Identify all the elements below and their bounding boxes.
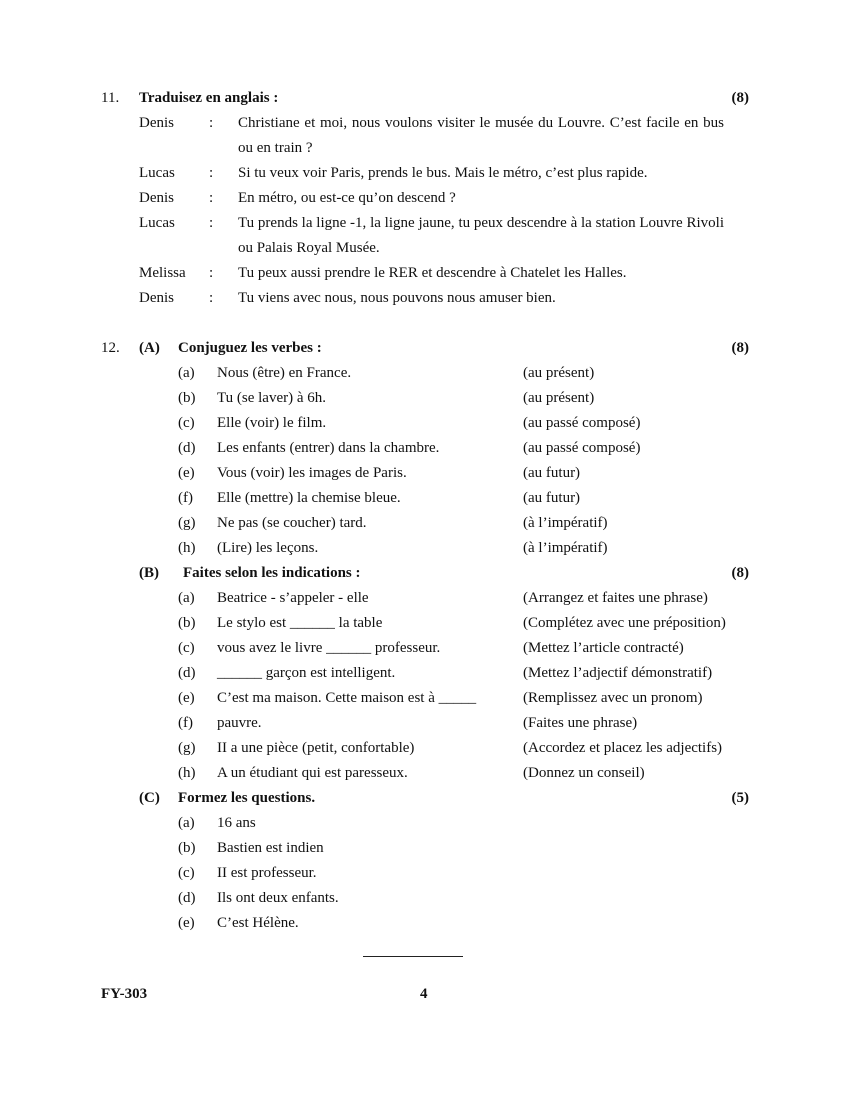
item-text: Nous (être) en France. [217,365,352,381]
item-label: (d) [178,665,196,681]
speaker: Denis [139,290,174,306]
item-label: (b) [178,615,196,631]
q12c-heading: Formez les questions. [178,790,316,806]
speaker: Lucas [139,215,175,231]
item-text: Vous (voir) les images de Paris. [217,465,407,481]
q11-marks: (8) [731,90,749,106]
item-label: (e) [178,915,195,931]
item-text: (Lire) les leçons. [217,540,319,556]
speaker: Denis [139,190,174,206]
item-label: (a) [178,815,195,831]
item-text: Ils ont deux enfants. [217,890,339,906]
item-text: ______ garçon est intelligent. [217,665,396,681]
colon: : [209,115,214,131]
colon: : [209,290,214,306]
page-number: 4 [420,986,428,1002]
item-instruction: (Mettez l’adjectif démonstratif) [523,665,713,681]
dialogue-text: Tu viens avec nous, nous pouvons nous amuser bien. [238,290,556,306]
paper-code: FY-303 [101,986,148,1002]
item-instruction: (au présent) [523,390,595,406]
item-text: Elle (voir) le film. [217,415,327,431]
item-instruction: (Mettez l’article contracté) [523,640,684,656]
q12b-label: (B) [139,565,159,581]
item-text: C’est Hélène. [217,915,299,931]
item-instruction: (à l’impératif) [523,515,608,531]
item-instruction: (Complétez avec une préposition) [523,615,726,631]
speaker: Lucas [139,165,175,181]
item-label: (c) [178,640,195,656]
item-text: A un étudiant qui est paresseux. [217,765,408,781]
item-label: (g) [178,515,196,531]
q12b-heading: Faites selon les indications : [183,565,361,581]
colon: : [209,165,214,181]
colon: : [209,215,214,231]
item-label: (a) [178,365,195,381]
item-label: (g) [178,740,196,756]
item-text: Les enfants (entrer) dans la chambre. [217,440,440,456]
item-instruction: (Faites une phrase) [523,715,638,731]
item-text: II a une pièce (petit, confortable) [217,740,415,756]
section-divider [363,956,463,957]
item-label: (f) [178,490,193,506]
speaker: Melissa [139,265,186,281]
colon: : [209,190,214,206]
dialogue-text: Tu prends la ligne -1, la ligne jaune, tu peux descendre à la station Louvre Rivoli ou Palais Royal Musée. [238,215,724,256]
item-label: (d) [178,440,196,456]
dialogue-text: Si tu veux voir Paris, prends le bus. Mais le métro, c’est plus rapide. [238,165,648,181]
speaker: Denis [139,115,174,131]
item-label: (e) [178,465,195,481]
item-text: Ne pas (se coucher) tard. [217,515,367,531]
q12a-heading: Conjuguez les verbes : [178,340,322,356]
item-label: (h) [178,540,196,556]
item-text: Tu (se laver) à 6h. [217,390,327,406]
item-text: C’est ma maison. Cette maison est à _____ [217,690,477,706]
item-instruction: (à l’impératif) [523,540,608,556]
item-instruction: (au futur) [523,465,581,481]
q12c-label: (C) [139,790,160,806]
q12a-label: (A) [139,340,160,356]
item-label: (a) [178,590,195,606]
q12-number: 12. [101,340,120,356]
dialogue-text: Christiane et moi, nous voulons visiter le musée du Louvre. C’est facile en bus ou en train ? [238,115,724,156]
item-instruction: (au passé composé) [523,440,641,456]
item-label: (b) [178,390,196,406]
item-label: (h) [178,765,196,781]
item-instruction: (au présent) [523,365,595,381]
item-text: vous avez le livre ______ professeur. [217,640,441,656]
item-text: pauvre. [217,715,262,731]
q11-heading: Traduisez en anglais : [139,90,279,106]
item-label: (b) [178,840,196,856]
item-instruction: (Donnez un conseil) [523,765,645,781]
q12a-marks: (8) [731,340,749,356]
item-label: (f) [178,715,193,731]
item-text: 16 ans [217,815,256,831]
item-text: Le stylo est ______ la table [217,615,383,631]
q11-number: 11. [101,90,120,106]
item-text: Bastien est indien [217,840,324,856]
colon: : [209,265,214,281]
item-label: (d) [178,890,196,906]
item-instruction: (Accordez et placez les adjectifs) [523,740,723,756]
item-instruction: (Arrangez et faites une phrase) [523,590,708,606]
q12c-marks: (5) [731,790,749,806]
item-instruction: (au passé composé) [523,415,641,431]
dialogue-text: En métro, ou est-ce qu’on descend ? [238,190,456,206]
item-label: (e) [178,690,195,706]
item-text: II est professeur. [217,865,317,881]
item-instruction: (Remplissez avec un pronom) [523,690,703,706]
dialogue-text: Tu peux aussi prendre le RER et descendre à Chatelet les Halles. [238,265,627,281]
item-label: (c) [178,865,195,881]
item-text: Elle (mettre) la chemise bleue. [217,490,401,506]
item-label: (c) [178,415,195,431]
item-instruction: (au futur) [523,490,581,506]
item-text: Beatrice - s’appeler - elle [217,590,369,606]
q12b-marks: (8) [731,565,749,581]
